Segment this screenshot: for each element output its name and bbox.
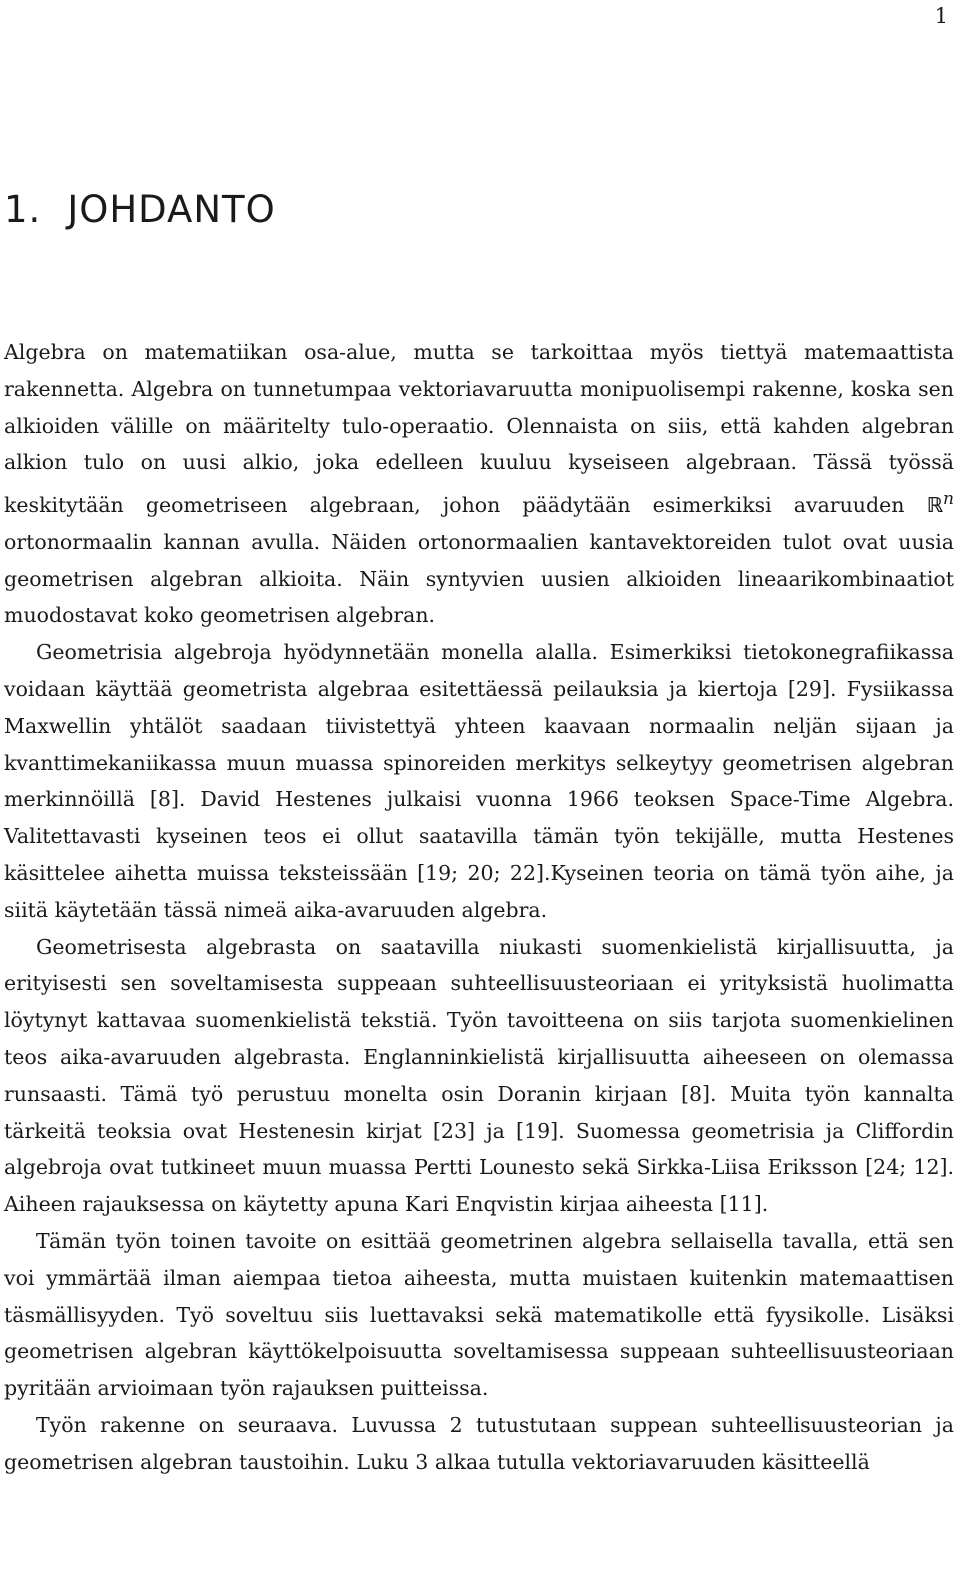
- real-numbers-symbol: ℝ: [926, 493, 943, 518]
- page-number: 1: [934, 4, 948, 28]
- paragraph-goals: Tämän työn toinen tavoite on esittää geometrinen algebra sellaisella tavalla, että sen voi ymmärtää ilman aiempaa tietoa aiheesta, mutta muistaen kuitenkin matemaattisen täsmällisyyden. Työ soveltuu siis luettavaksi sekä matematikolle että fyysikolle. Lisäksi geometrisen algebran käyttökelpoisuutta soveltamisessa suppeaan suhteellisuusteoriaan pyritään arvioimaan työn rajauksen puitteissa.: [4, 1228, 954, 1401]
- paragraph-applications: Geometrisia algebroja hyödynnetään monella alalla. Esimerkiksi tietokonegrafiikassa voidaan käyttää geometrista algebraa esitettäessä peilauksia ja kiertoja [29]. Fysiikassa Maxwellin yhtälöt saadaan tiivistettyä yhteen kaavaan normaalin neljän sijaan ja kvanttimekaniikassa muun muassa spinoreiden merkitys selkeytyy geometrisen algebran merkinnöillä [8]. David Hestenes julkaisi vuonna 1966 teoksen Space-Time Algebra. Valitettavasti kyseinen teos ei ollut saatavilla tämän työn tekijälle, mutta Hestenes käsittelee aihetta muissa teksteissään [19; 20; 22].Kyseinen teoria on tämä työn aihe, ja siitä käytetään tässä nimeä aika-avaruuden algebra.: [4, 640, 954, 922]
- paragraph-intro-part-2: ortonormaalin kannan avulla. Näiden ortonormaalien kantavektoreiden tulot ovat uusia geometrisen algebran alkioita. Näin syntyvien uusien alkioiden lineaarikombinaatiot muodostavat koko geometrisen algebran.: [4, 529, 954, 628]
- body-text: [4, 334, 954, 1481]
- chapter-title: JOHDANTO: [67, 188, 276, 231]
- paragraph-intro-part-1: Algebra on matematiikan osa-alue, mutta se tarkoittaa myös tiettyä matemaattista rakennetta. Algebra on tunnetumpaa vektoriavaruutta monipuolisempi rakenne, koska sen alkioiden välille on määritelty tulo-operaatio. Olennaista on siis, että kahden algebran alkion tulo on uusi alkio, joka edelleen kuuluu kyseiseen algebraan. Tässä työssä keskitytään geometriseen algebraan, johon päädytään esimerkiksi avaruuden: [4, 340, 954, 518]
- dimension-superscript: n: [943, 489, 954, 510]
- paragraph-structure: Työn rakenne on seuraava. Luvussa 2 tutustutaan suppean suhteellisuusteorian ja geometrisen algebran taustoihin. Luku 3 alkaa tutulla vektoriavaruuden käsitteellä: [4, 1412, 954, 1474]
- chapter-heading: [4, 188, 276, 231]
- paragraph-literature: Geometrisesta algebrasta on saatavilla niukasti suomenkielistä kirjallisuutta, ja erityisesti sen soveltamisesta suppeaan suhteellisuusteoriaan ei yrityksistä huolimatta löytynyt kattavaa suomenkielistä tekstiä. Työn tavoitteena on siis tarjota suomenkielinen teos aika-avaruuden algebrasta. Englanninkielistä kirjallisuutta aiheeseen on olemassa runsaasti. Tämä työ perustuu monelta osin Doranin kirjaan [8]. Muita työn kannalta tärkeitä teoksia ovat Hestenesin kirjat [23] ja [19]. Suomessa geometrisia ja Cliffordin algebroja ovat tutkineet muun muassa Pertti Lounesto sekä Sirkka-Liisa Eriksson [24; 12]. Aiheen rajauksessa on käytetty apuna Kari Enqvistin kirjaa aiheesta [11].: [4, 934, 954, 1217]
- chapter-number: 1.: [4, 188, 42, 231]
- paragraph-intro: [4, 334, 954, 634]
